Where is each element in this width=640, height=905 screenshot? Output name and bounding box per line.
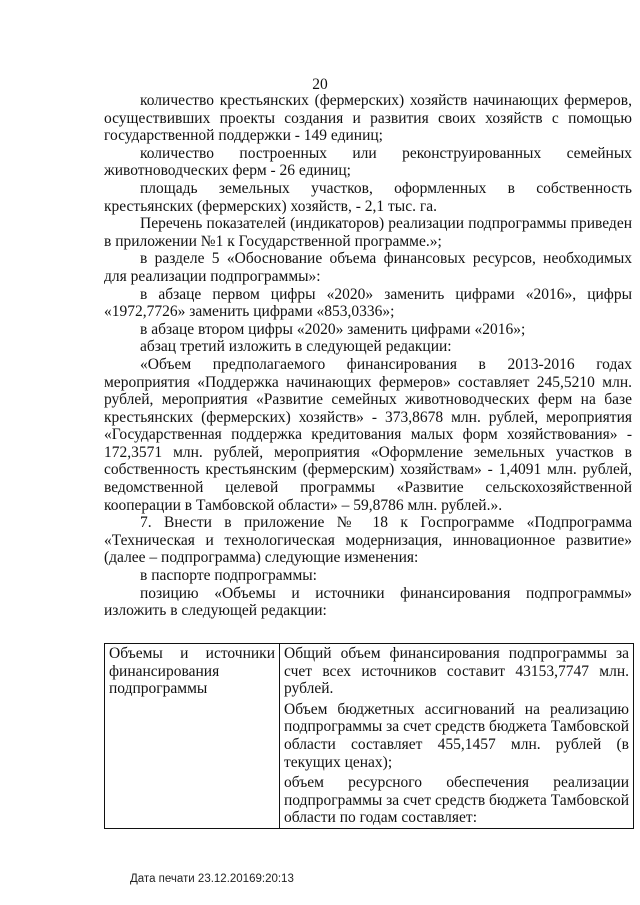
table-cell-paragraph: Общий объем финансирования подпрограммы за счет всех источников составит 43153,7747 млн. рублей. xyxy=(284,645,629,698)
table-cell-label: Объемы и источники финансирования подпрограммы xyxy=(105,644,280,829)
paragraph: в абзаце втором цифры «2020» заменить цифрами «2016»; xyxy=(140,320,526,338)
table-cell-value xyxy=(280,644,634,829)
paragraph: площадь земельных участков, оформленных в собственность крестьянских (фермерских) хозяйств, - 2,1 тыс. га. xyxy=(104,179,632,215)
financing-table xyxy=(104,643,634,829)
paragraph: в абзаце первом цифры «2020» заменить цифрами «2016», цифры «1972,7726» заменить цифрами «853,0336»; xyxy=(104,285,632,321)
paragraph: количество крестьянских (фермерских) хозяйств начинающих фермеров, осуществивших проекты создания и развития своих хозяйств с помощью государственной поддержки - 149 единиц; xyxy=(104,92,632,145)
paragraph: в разделе 5 «Обоснование объема финансовых ресурсов, необходимых для реализации подпрограммы»: xyxy=(104,250,632,285)
paragraph: в паспорте подпрограммы: xyxy=(140,567,317,585)
paragraph: позицию «Объемы и источники финансирования подпрограммы» изложить в следующей редакции: xyxy=(104,584,632,620)
paragraph: «Объем предполагаемого финансирования в 2013-2016 годах мероприятия «Поддержка начинающих фермеров» составляет 245,5210 млн. рублей, мероприятия «Развитие семейных животноводческих ферм на базе крестьянских (фермерских) хозяйств» - 373,8678 млн. рублей, мероприятия «Государственная поддержка кредитования малых форм хозяйствования» - 172,3571 млн. рублей, мероприятия «Оформление земельных участков в собственность крестьянским (фермерским) хозяйствам» - 1,4091 млн. рублей, ведомственной целевой программы «Развитие сельскохозяйственной кооперации в Тамбовской области» – 59,8786 млн. рублей.». xyxy=(104,355,632,514)
paragraph: количество построенных или реконструированных семейных животноводческих ферм - 26 единиц; xyxy=(104,144,632,180)
paragraph: Перечень показателей (индикаторов) реализации подпрограммы приведен в приложении №1 к Государственной программе.»; xyxy=(104,215,632,250)
table-cell-paragraph: объем ресурсного обеспечения реализации подпрограммы за счет средств бюджета Тамбовской области по годам составляет: xyxy=(284,774,629,827)
paragraph: абзац третий изложить в следующей редакции: xyxy=(140,338,452,356)
table-row xyxy=(105,644,634,829)
document-body xyxy=(104,92,632,620)
page-number: 20 xyxy=(312,76,328,93)
table-cell-paragraph: Объем бюджетных ассигнований на реализацию подпрограммы за счет средств бюджета Тамбовской области составляет 455,1457 млн. рублей (в текущих ценах); xyxy=(284,700,629,771)
paragraph: 7. Внести в приложение № 18 к Госпрограмме «Подпрограмма «Техническая и технологическая модернизация, инновационное развитие» (далее – подпрограмма) следующие изменения: xyxy=(104,514,632,567)
print-date-footer: Дата печати 23.12.20169:20:13 xyxy=(130,873,294,885)
